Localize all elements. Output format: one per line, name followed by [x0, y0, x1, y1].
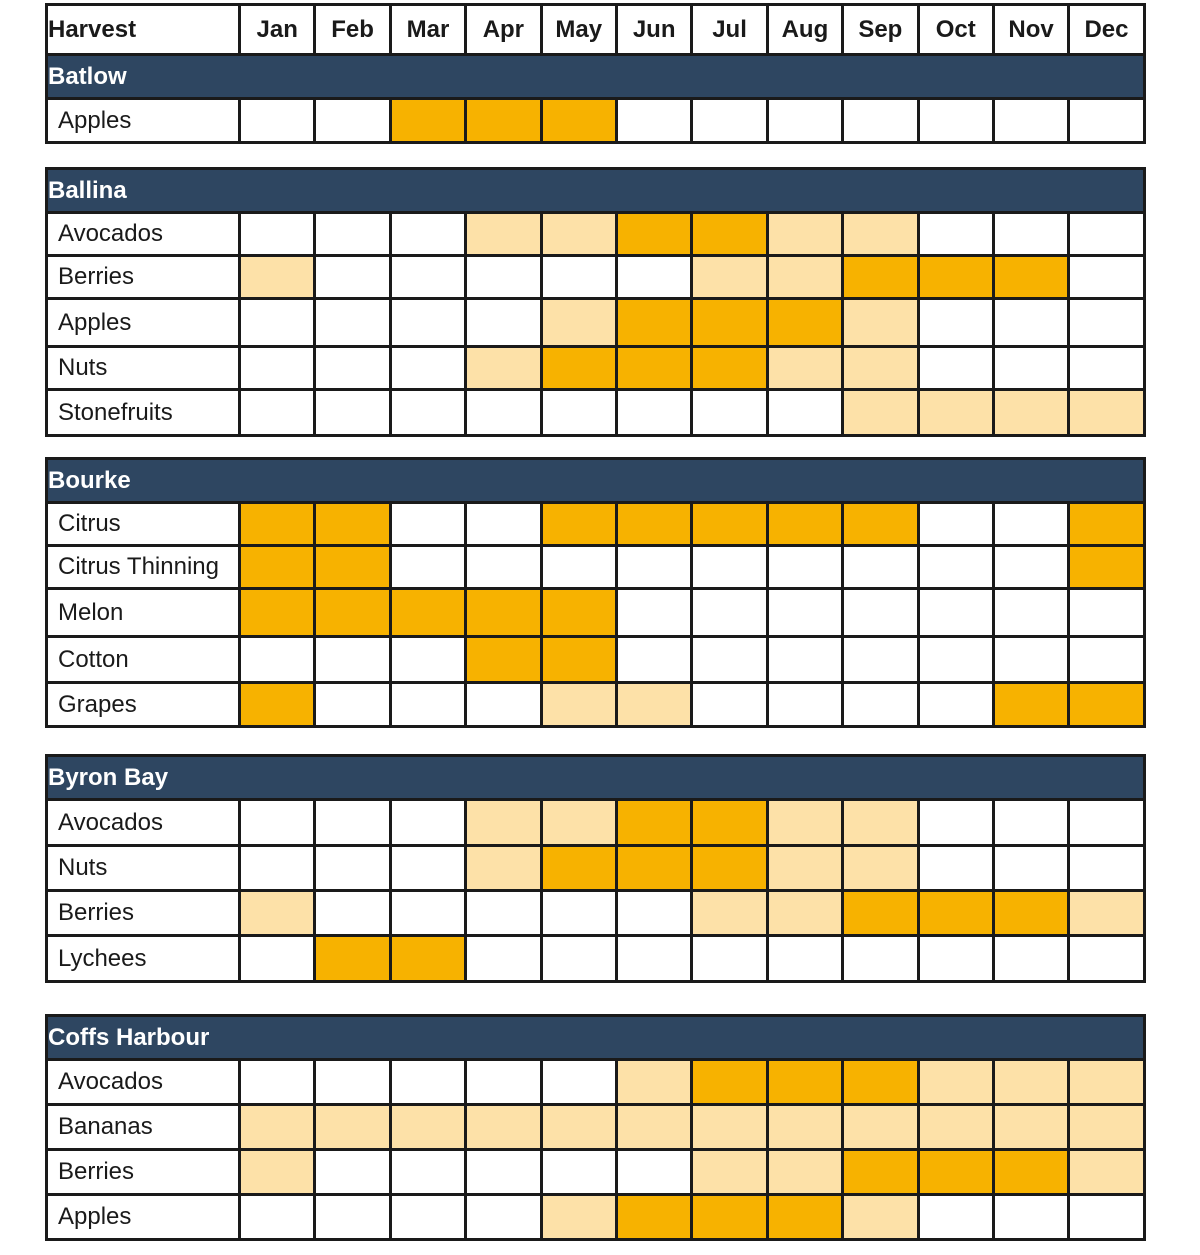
harvest-cell-empty: [315, 637, 390, 683]
harvest-cell-empty: [918, 213, 993, 256]
harvest-cell-light: [541, 299, 616, 347]
harvest-cell-light: [843, 846, 918, 891]
crop-label: Bananas: [47, 1105, 240, 1150]
harvest-cell-empty: [315, 1060, 390, 1105]
table-row: [47, 1060, 1145, 1105]
region-header: Batlow: [47, 55, 1145, 99]
harvest-cell-empty: [616, 891, 691, 936]
harvest-cell-empty: [240, 936, 315, 982]
harvest-cell-peak: [616, 846, 691, 891]
harvest-cell-empty: [466, 1060, 541, 1105]
harvest-cell-empty: [918, 846, 993, 891]
harvest-cell-peak: [390, 99, 465, 143]
harvest-cell-peak: [843, 503, 918, 546]
region-header: Byron Bay: [47, 756, 1145, 800]
crop-label: Stonefruits: [47, 390, 240, 436]
table-row: [47, 846, 1145, 891]
harvest-cell-empty: [466, 1195, 541, 1240]
harvest-cell-empty: [993, 936, 1068, 982]
harvest-cell-empty: [692, 546, 767, 589]
harvest-cell-peak: [541, 637, 616, 683]
table-row: [47, 936, 1145, 982]
harvest-cell-empty: [616, 637, 691, 683]
header-month: Jan: [240, 5, 315, 55]
harvest-cell-peak: [1069, 546, 1144, 589]
harvest-cell-empty: [240, 347, 315, 390]
table-row: [47, 683, 1145, 727]
harvest-cell-peak: [466, 637, 541, 683]
harvest-cell-empty: [993, 299, 1068, 347]
crop-label: Citrus Thinning: [47, 546, 240, 589]
harvest-cell-peak: [390, 589, 465, 637]
harvest-cell-empty: [692, 390, 767, 436]
harvest-cell-empty: [1069, 1195, 1144, 1240]
harvest-cell-empty: [240, 846, 315, 891]
harvest-cell-empty: [390, 1060, 465, 1105]
harvest-cell-empty: [843, 683, 918, 727]
header-month: Jul: [692, 5, 767, 55]
harvest-cell-light: [843, 1105, 918, 1150]
harvest-cell-empty: [240, 800, 315, 846]
region-table-1: [45, 167, 1146, 437]
region-header: Ballina: [47, 169, 1145, 213]
harvest-cell-empty: [240, 637, 315, 683]
harvest-cell-empty: [315, 800, 390, 846]
harvest-cell-light: [918, 390, 993, 436]
harvest-cell-light: [767, 891, 842, 936]
harvest-cell-empty: [918, 347, 993, 390]
harvest-cell-empty: [315, 99, 390, 143]
harvest-cell-peak: [541, 589, 616, 637]
header-harvest: Harvest: [47, 5, 240, 55]
region-table-3: [45, 754, 1146, 983]
harvest-cell-empty: [993, 347, 1068, 390]
table-row: [47, 299, 1145, 347]
crop-label: Avocados: [47, 1060, 240, 1105]
harvest-cell-empty: [315, 846, 390, 891]
harvest-cell-empty: [1069, 213, 1144, 256]
harvest-cell-empty: [692, 99, 767, 143]
header-month: Oct: [918, 5, 993, 55]
harvest-cell-empty: [918, 99, 993, 143]
harvest-cell-empty: [1069, 846, 1144, 891]
harvest-cell-empty: [1069, 99, 1144, 143]
harvest-cell-peak: [616, 800, 691, 846]
harvest-cell-light: [767, 347, 842, 390]
crop-label: Berries: [47, 256, 240, 299]
harvest-cell-empty: [315, 891, 390, 936]
harvest-cell-peak: [843, 256, 918, 299]
harvest-cell-light: [918, 1105, 993, 1150]
crop-label: Berries: [47, 891, 240, 936]
harvest-cell-peak: [767, 1195, 842, 1240]
harvest-cell-empty: [843, 99, 918, 143]
crop-label: Apples: [47, 1195, 240, 1240]
harvest-cell-empty: [240, 213, 315, 256]
crop-label: Berries: [47, 1150, 240, 1195]
harvest-cell-peak: [993, 1150, 1068, 1195]
crop-label: Avocados: [47, 800, 240, 846]
harvest-cell-light: [767, 256, 842, 299]
harvest-cell-peak: [466, 589, 541, 637]
harvest-cell-empty: [315, 256, 390, 299]
harvest-cell-light: [466, 213, 541, 256]
harvest-cell-empty: [692, 637, 767, 683]
harvest-cell-light: [466, 1105, 541, 1150]
harvest-cell-empty: [993, 213, 1068, 256]
harvest-cell-light: [1069, 1105, 1144, 1150]
table-row: [47, 546, 1145, 589]
harvest-cell-empty: [1069, 256, 1144, 299]
harvest-cell-light: [541, 1105, 616, 1150]
harvest-cell-empty: [1069, 347, 1144, 390]
harvest-cell-empty: [466, 503, 541, 546]
harvest-cell-peak: [767, 299, 842, 347]
harvest-cell-empty: [767, 683, 842, 727]
harvest-cell-empty: [616, 546, 691, 589]
harvest-cell-empty: [390, 891, 465, 936]
harvest-cell-empty: [240, 1060, 315, 1105]
harvest-cell-empty: [390, 390, 465, 436]
crop-label: Grapes: [47, 683, 240, 727]
harvest-cell-empty: [918, 299, 993, 347]
table-row: [47, 589, 1145, 637]
harvest-cell-light: [390, 1105, 465, 1150]
harvest-cell-light: [616, 683, 691, 727]
crop-label: Melon: [47, 589, 240, 637]
harvest-cell-light: [767, 1105, 842, 1150]
harvest-cell-empty: [843, 589, 918, 637]
harvest-cell-empty: [993, 800, 1068, 846]
harvest-cell-empty: [541, 891, 616, 936]
crop-label: Cotton: [47, 637, 240, 683]
crop-label: Nuts: [47, 347, 240, 390]
harvest-cell-peak: [616, 503, 691, 546]
harvest-cell-empty: [315, 390, 390, 436]
region-table-2: [45, 457, 1146, 728]
harvest-cell-empty: [616, 936, 691, 982]
harvest-cell-empty: [541, 1060, 616, 1105]
harvest-cell-peak: [616, 299, 691, 347]
harvest-cell-light: [692, 256, 767, 299]
harvest-cell-empty: [993, 546, 1068, 589]
harvest-cell-peak: [767, 1060, 842, 1105]
harvest-cell-peak: [541, 347, 616, 390]
harvest-cell-light: [843, 299, 918, 347]
crop-label: Lychees: [47, 936, 240, 982]
harvest-cell-empty: [616, 589, 691, 637]
harvest-cell-peak: [1069, 683, 1144, 727]
harvest-cell-empty: [466, 546, 541, 589]
harvest-cell-peak: [767, 503, 842, 546]
crop-label: Apples: [47, 299, 240, 347]
harvest-cell-empty: [315, 299, 390, 347]
harvest-cell-empty: [541, 546, 616, 589]
table-row: [47, 256, 1145, 299]
harvest-cell-light: [993, 1105, 1068, 1150]
harvest-cell-empty: [993, 637, 1068, 683]
harvest-cell-empty: [843, 936, 918, 982]
table-row: [47, 1105, 1145, 1150]
crop-label: Citrus: [47, 503, 240, 546]
harvest-cell-empty: [315, 347, 390, 390]
harvest-cell-light: [767, 800, 842, 846]
harvest-cell-peak: [993, 683, 1068, 727]
harvest-cell-light: [692, 1105, 767, 1150]
harvest-cell-light: [843, 347, 918, 390]
harvest-cell-peak: [315, 589, 390, 637]
harvest-cell-light: [1069, 1150, 1144, 1195]
harvest-cell-empty: [390, 637, 465, 683]
harvest-cell-empty: [918, 683, 993, 727]
harvest-cell-light: [692, 1150, 767, 1195]
harvest-cell-peak: [692, 1195, 767, 1240]
harvest-cell-empty: [541, 936, 616, 982]
harvest-cell-peak: [315, 503, 390, 546]
harvest-cell-peak: [390, 936, 465, 982]
harvest-cell-empty: [1069, 800, 1144, 846]
harvest-cell-light: [240, 891, 315, 936]
harvest-cell-peak: [1069, 503, 1144, 546]
harvest-cell-empty: [466, 299, 541, 347]
harvest-cell-peak: [616, 213, 691, 256]
harvest-cell-empty: [616, 256, 691, 299]
header-month: Jun: [616, 5, 691, 55]
harvest-cell-peak: [843, 891, 918, 936]
harvest-cell-light: [616, 1060, 691, 1105]
harvest-cell-empty: [390, 846, 465, 891]
header-month: Mar: [390, 5, 465, 55]
harvest-cell-empty: [616, 1150, 691, 1195]
harvest-cell-empty: [466, 936, 541, 982]
harvest-cell-peak: [993, 256, 1068, 299]
table-row: [47, 637, 1145, 683]
region-header: Coffs Harbour: [47, 1016, 1145, 1060]
harvest-cell-empty: [767, 390, 842, 436]
header-month: Sep: [843, 5, 918, 55]
harvest-cell-peak: [918, 1150, 993, 1195]
header-month: Aug: [767, 5, 842, 55]
table-row: [47, 1150, 1145, 1195]
harvest-cell-empty: [315, 683, 390, 727]
harvest-cell-empty: [692, 589, 767, 637]
harvest-cell-empty: [993, 1195, 1068, 1240]
harvest-cell-light: [541, 683, 616, 727]
harvest-cell-empty: [390, 800, 465, 846]
harvest-cell-empty: [993, 846, 1068, 891]
table-row: [47, 1195, 1145, 1240]
harvest-cell-light: [616, 1105, 691, 1150]
header-month: Apr: [466, 5, 541, 55]
harvest-cell-peak: [240, 683, 315, 727]
harvest-cell-peak: [541, 846, 616, 891]
harvest-cell-peak: [240, 546, 315, 589]
region-table-4: [45, 1014, 1146, 1241]
harvest-cell-empty: [918, 546, 993, 589]
table-row: [47, 213, 1145, 256]
header-month: Dec: [1069, 5, 1144, 55]
harvest-cell-empty: [466, 891, 541, 936]
harvest-cell-peak: [843, 1060, 918, 1105]
table-row: [47, 99, 1145, 143]
harvest-cell-light: [466, 347, 541, 390]
harvest-cell-light: [466, 800, 541, 846]
region-header: Bourke: [47, 459, 1145, 503]
harvest-cell-peak: [541, 99, 616, 143]
harvest-cell-empty: [843, 546, 918, 589]
harvest-cell-empty: [1069, 936, 1144, 982]
harvest-cell-light: [315, 1105, 390, 1150]
region-table-0: [45, 3, 1146, 144]
harvest-cell-light: [993, 390, 1068, 436]
harvest-cell-empty: [466, 1150, 541, 1195]
harvest-cell-light: [1069, 1060, 1144, 1105]
harvest-cell-empty: [767, 936, 842, 982]
crop-label: Apples: [47, 99, 240, 143]
table-row: [47, 800, 1145, 846]
harvest-cell-peak: [843, 1150, 918, 1195]
harvest-cell-peak: [993, 891, 1068, 936]
harvest-cell-empty: [918, 589, 993, 637]
harvest-cell-empty: [315, 1150, 390, 1195]
harvest-cell-empty: [240, 99, 315, 143]
harvest-cell-empty: [616, 99, 691, 143]
harvest-cell-empty: [390, 347, 465, 390]
harvest-cell-peak: [918, 256, 993, 299]
harvest-cell-empty: [390, 213, 465, 256]
harvest-cell-empty: [240, 299, 315, 347]
harvest-cell-empty: [767, 99, 842, 143]
harvest-cell-empty: [767, 589, 842, 637]
harvest-cell-empty: [767, 546, 842, 589]
harvest-cell-peak: [692, 503, 767, 546]
harvest-cell-peak: [692, 846, 767, 891]
harvest-cell-light: [1069, 390, 1144, 436]
header-month: Nov: [993, 5, 1068, 55]
harvest-cell-empty: [918, 503, 993, 546]
column-header-row: [47, 5, 1145, 55]
harvest-cell-light: [240, 256, 315, 299]
harvest-cell-empty: [918, 936, 993, 982]
harvest-cell-peak: [692, 213, 767, 256]
harvest-cell-empty: [541, 390, 616, 436]
harvest-cell-empty: [541, 1150, 616, 1195]
harvest-cell-light: [843, 390, 918, 436]
harvest-cell-empty: [692, 683, 767, 727]
harvest-cell-light: [541, 800, 616, 846]
harvest-cell-light: [692, 891, 767, 936]
harvest-cell-empty: [692, 936, 767, 982]
harvest-cell-empty: [616, 390, 691, 436]
harvest-cell-light: [918, 1060, 993, 1105]
harvest-cell-empty: [466, 390, 541, 436]
harvest-cell-empty: [466, 256, 541, 299]
harvest-cell-empty: [240, 1195, 315, 1240]
harvest-cell-empty: [390, 1195, 465, 1240]
harvest-cell-light: [993, 1060, 1068, 1105]
harvest-cell-empty: [993, 589, 1068, 637]
table-row: [47, 390, 1145, 436]
harvest-cell-light: [767, 213, 842, 256]
crop-label: Avocados: [47, 213, 240, 256]
harvest-cell-empty: [315, 213, 390, 256]
harvest-cell-empty: [541, 256, 616, 299]
harvest-cell-empty: [390, 683, 465, 727]
harvest-cell-light: [843, 1195, 918, 1240]
crop-label: Nuts: [47, 846, 240, 891]
harvest-cell-empty: [390, 299, 465, 347]
harvest-cell-light: [240, 1105, 315, 1150]
harvest-cell-peak: [240, 503, 315, 546]
harvest-cell-peak: [616, 347, 691, 390]
harvest-cell-light: [767, 1150, 842, 1195]
harvest-cell-light: [541, 213, 616, 256]
harvest-cell-empty: [466, 683, 541, 727]
harvest-cell-peak: [918, 891, 993, 936]
harvest-cell-empty: [1069, 299, 1144, 347]
harvest-cell-empty: [1069, 637, 1144, 683]
harvest-cell-peak: [692, 800, 767, 846]
header-month: Feb: [315, 5, 390, 55]
harvest-cell-light: [843, 800, 918, 846]
harvest-cell-light: [1069, 891, 1144, 936]
harvest-cell-empty: [390, 546, 465, 589]
harvest-cell-peak: [692, 347, 767, 390]
harvest-cell-empty: [240, 390, 315, 436]
harvest-cell-peak: [616, 1195, 691, 1240]
harvest-cell-empty: [993, 99, 1068, 143]
harvest-cell-light: [240, 1150, 315, 1195]
harvest-cell-light: [843, 213, 918, 256]
harvest-cell-empty: [315, 1195, 390, 1240]
table-row: [47, 503, 1145, 546]
harvest-cell-peak: [466, 99, 541, 143]
harvest-cell-peak: [692, 299, 767, 347]
harvest-cell-empty: [1069, 589, 1144, 637]
harvest-cell-peak: [692, 1060, 767, 1105]
harvest-cell-peak: [315, 546, 390, 589]
harvest-cell-empty: [918, 1195, 993, 1240]
harvest-cell-empty: [390, 503, 465, 546]
harvest-cell-empty: [918, 800, 993, 846]
harvest-cell-peak: [240, 589, 315, 637]
harvest-cell-empty: [918, 637, 993, 683]
harvest-cell-light: [541, 1195, 616, 1240]
table-row: [47, 347, 1145, 390]
header-month: May: [541, 5, 616, 55]
harvest-cell-light: [466, 846, 541, 891]
harvest-cell-empty: [843, 637, 918, 683]
harvest-cell-peak: [315, 936, 390, 982]
harvest-cell-empty: [767, 637, 842, 683]
harvest-cell-empty: [390, 256, 465, 299]
harvest-cell-peak: [541, 503, 616, 546]
table-row: [47, 891, 1145, 936]
harvest-cell-empty: [993, 503, 1068, 546]
harvest-cell-light: [767, 846, 842, 891]
harvest-cell-empty: [390, 1150, 465, 1195]
